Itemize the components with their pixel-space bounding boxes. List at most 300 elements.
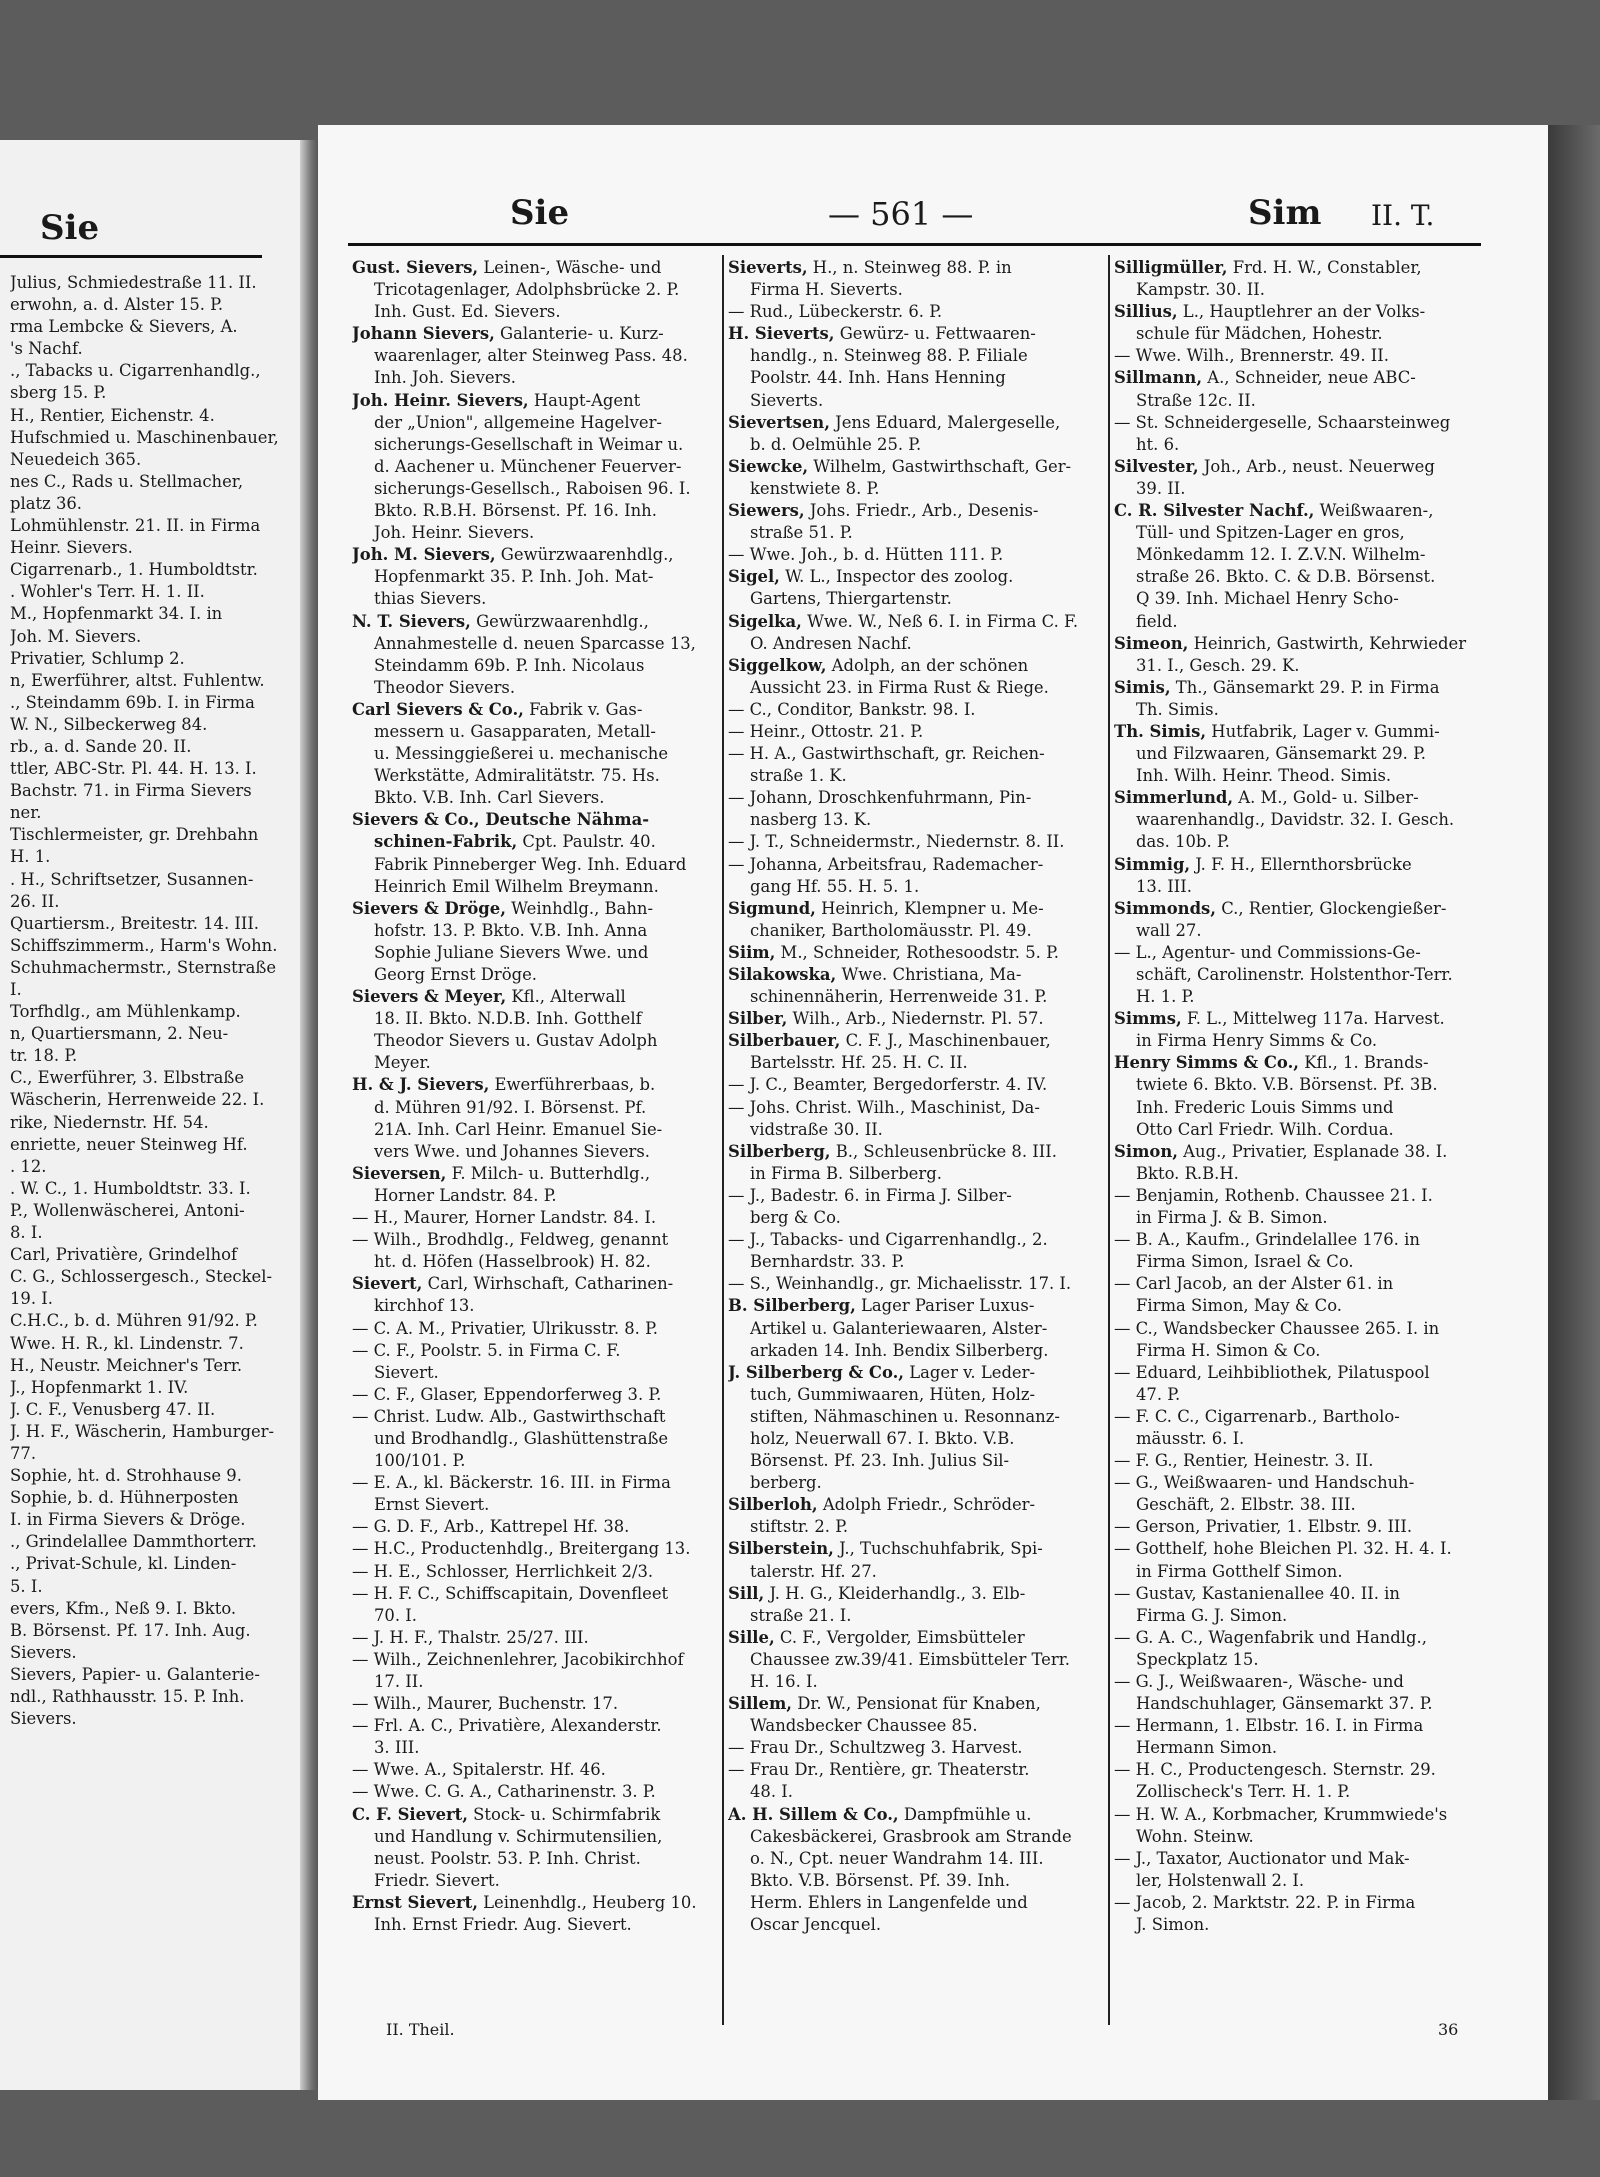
entry-text: field.: [1136, 611, 1178, 631]
directory-line: [728, 964, 1104, 986]
entry-text: chaniker, Bartholomäusstr. Pl. 49.: [750, 920, 1032, 940]
entry-text: — J., Tabacks- und Cigarrenhandlg., 2.: [728, 1230, 1048, 1250]
entry-text: Gewürzwaarenhdlg.,: [470, 611, 649, 631]
entry-text: arkaden 14. Inh. Bendix Silberberg.: [750, 1340, 1049, 1360]
left-page-line: Sievers, Papier- u. Galanterie-: [10, 1664, 260, 1684]
entry-text: — Wwe. C. G. A., Catharinenstr. 3. P.: [352, 1782, 656, 1802]
entry-name: H. Sieverts,: [728, 324, 835, 344]
directory-line: [728, 522, 1104, 544]
entry-text: Otto Carl Friedr. Wilh. Cordua.: [1136, 1119, 1394, 1139]
directory-line: [352, 367, 718, 389]
directory-line: [352, 1251, 718, 1273]
directory-line: [352, 611, 718, 633]
directory-line: [728, 1693, 1104, 1715]
directory-line: [352, 1052, 718, 1074]
entry-text: — Johanna, Arbeitsfrau, Rademacher-: [728, 854, 1044, 874]
directory-line: [352, 1759, 718, 1781]
directory-line: [352, 544, 718, 566]
entry-text: Weinhdlg., Bahn-: [505, 898, 654, 918]
entry-text: Fabrik Pinneberger Weg. Inh. Eduard: [374, 854, 687, 874]
directory-line: [1114, 1362, 1486, 1384]
left-page-line: 's Nachf.: [10, 339, 83, 359]
entry-text: Aug., Privatier, Esplanade 38. I.: [1177, 1141, 1448, 1161]
entry-text: Börsenst. Pf. 23. Inh. Julius Sil-: [750, 1451, 1010, 1471]
directory-line: [1114, 1759, 1486, 1781]
entry-text: Cakesbäckerei, Grasbrook am Strande: [750, 1826, 1072, 1846]
entry-text: d. Mühren 91/92. I. Börsenst. Pf.: [374, 1097, 647, 1117]
directory-line: [352, 920, 718, 942]
left-page-line: J. C. F., Venusberg 47. II.: [10, 1399, 216, 1419]
directory-line: [352, 1826, 718, 1848]
directory-line: [1114, 456, 1486, 478]
entry-text: Sievert.: [374, 1362, 439, 1382]
directory-line: [728, 1185, 1104, 1207]
entry-name: Simon,: [1114, 1141, 1178, 1161]
directory-line: [1114, 1428, 1486, 1450]
directory-line: [1114, 1848, 1486, 1870]
entry-name: Silberloh,: [728, 1495, 818, 1515]
directory-line: [352, 1406, 718, 1428]
entry-name: Sille,: [728, 1627, 775, 1647]
entry-name: Simms,: [1114, 1009, 1182, 1029]
entry-text: Straße 12c. II.: [1136, 390, 1256, 410]
gutter-shadow: [300, 140, 318, 2090]
entry-text: ht. d. Höfen (Hasselbrook) H. 82.: [374, 1252, 651, 1272]
directory-line: [1114, 854, 1486, 876]
directory-line: [1114, 1163, 1486, 1185]
entry-text: — H. C., Productengesch. Sternstr. 29.: [1114, 1760, 1436, 1780]
left-page-line: Joh. M. Sievers.: [10, 626, 142, 646]
entry-text: H., n. Steinweg 88. P. in: [807, 258, 1012, 277]
entry-text: Tricotagenlager, Adolphsbrücke 2. P.: [374, 280, 680, 300]
entry-text: u. Messinggießerei u. mechanische: [374, 744, 669, 764]
entry-text: Oscar Jencquel.: [750, 1915, 882, 1935]
directory-line: [1114, 699, 1486, 721]
entry-text: Ewerführerbaas, b.: [489, 1075, 656, 1095]
entry-text: berberg.: [750, 1473, 822, 1493]
entry-text: Th. Simis.: [1136, 699, 1219, 719]
directory-line: [1114, 566, 1486, 588]
entry-text: Steindamm 69b. P. Inh. Nicolaus: [374, 655, 645, 675]
left-page-line: ttler, ABC-Str. Pl. 44. H. 13. I.: [10, 759, 257, 779]
entry-text: Ernst Sievert.: [374, 1495, 490, 1515]
left-page-line: Carl, Privatière, Grindelhof: [10, 1245, 238, 1265]
entry-name: Th. Simis,: [1114, 721, 1207, 741]
directory-line: [352, 566, 718, 588]
entry-text: — C. A. M., Privatier, Ulrikusstr. 8. P.: [352, 1318, 659, 1338]
entry-text: Gewürz- u. Fettwaaren-: [834, 324, 1036, 344]
entry-text: neust. Poolstr. 53. P. Inh. Christ.: [374, 1848, 641, 1868]
entry-text: thias Sievers.: [374, 589, 487, 609]
entry-text: — Christ. Ludw. Alb., Gastwirthschaft: [352, 1406, 666, 1426]
entry-text: 39. II.: [1136, 478, 1186, 498]
directory-line: [728, 1384, 1104, 1406]
entry-text: Joh. Heinr. Sievers.: [374, 523, 535, 543]
left-page-line: 26. II.: [10, 891, 60, 911]
entry-name: Henry Simms & Co.,: [1114, 1053, 1299, 1073]
directory-line: [728, 1737, 1104, 1759]
directory-line: [1114, 478, 1486, 500]
directory-line: [1114, 500, 1486, 522]
directory-line: [728, 301, 1104, 323]
entry-text: handlg., n. Steinweg 88. P. Filiale: [750, 346, 1028, 366]
entry-name: Simmonds,: [1114, 898, 1216, 918]
entry-text: 31. I., Gesch. 29. K.: [1136, 655, 1300, 675]
directory-line: [1114, 1030, 1486, 1052]
entry-text: A. M., Gold- u. Silber-: [1233, 788, 1419, 808]
directory-line: [352, 1384, 718, 1406]
directory-line: [352, 655, 718, 677]
entry-name: Simmerlund,: [1114, 788, 1234, 808]
entry-text: F. Milch- u. Butterhdlg.,: [446, 1163, 651, 1183]
left-page-line: J., Hopfenmarkt 1. IV.: [10, 1377, 189, 1397]
left-page-line: H. 1.: [10, 847, 51, 867]
directory-line: [352, 1428, 718, 1450]
entry-text: Herm. Ehlers in Langenfelde und: [750, 1892, 1028, 1912]
directory-line: [1114, 920, 1486, 942]
entry-text: — G. A. C., Wagenfabrik und Handlg.,: [1114, 1627, 1427, 1647]
entry-text: Carl, Wirhschaft, Catharinen-: [422, 1274, 674, 1294]
entry-text: straße 26. Bkto. C. & D.B. Börsenst.: [1136, 567, 1436, 587]
directory-line: [352, 633, 718, 655]
entry-text: Lager Pariser Luxus-: [855, 1296, 1035, 1316]
directory-line: [1114, 390, 1486, 412]
directory-line: [1114, 1097, 1486, 1119]
entry-text: Tüll- und Spitzen-Lager en gros,: [1136, 523, 1405, 543]
entry-text: — G., Weißwaaren- und Handschuh-: [1114, 1473, 1415, 1493]
entry-text: Meyer.: [374, 1053, 431, 1073]
entry-text: Wwe. Christiana, Ma-: [836, 965, 1022, 984]
directory-line: [352, 1340, 718, 1362]
entry-text: messern u. Gasapparaten, Metall-: [374, 721, 656, 741]
entry-text: Lager v. Leder-: [904, 1362, 1036, 1382]
entry-text: straße 21. I.: [750, 1605, 852, 1625]
left-page-line: I.: [10, 980, 22, 999]
entry-text: — Frau Dr., Schultzweg 3. Harvest.: [728, 1738, 1023, 1758]
entry-text: und Brodhandlg., Glashüttenstraße: [374, 1428, 669, 1448]
directory-line: [1114, 1671, 1486, 1693]
directory-line: [1114, 1384, 1486, 1406]
header-right-word: Sim: [1248, 193, 1322, 233]
entry-text: 47. P.: [1136, 1384, 1181, 1404]
directory-line: [352, 1561, 718, 1583]
entry-text: Hopfenmarkt 35. P. Inh. Joh. Mat-: [374, 567, 654, 587]
entry-text: schule für Mädchen, Hohestr.: [1136, 324, 1383, 344]
left-page-line: W. N., Silbeckerweg 84.: [10, 714, 208, 734]
directory-line: [352, 876, 718, 898]
entry-name: Joh. M. Sievers,: [352, 545, 496, 565]
left-page-line: Heinr. Sievers.: [10, 538, 133, 558]
directory-line: [352, 1008, 718, 1030]
directory-line: [728, 1781, 1104, 1803]
entry-text: — J. C., Beamter, Bergedorferstr. 4. IV.: [728, 1075, 1048, 1095]
entry-name: Siggelkow,: [728, 655, 827, 675]
entry-name: N. T. Sievers,: [352, 611, 471, 631]
directory-line: [728, 544, 1104, 566]
directory-line: [1114, 1561, 1486, 1583]
entry-text: waarenhandlg., Davidstr. 32. I. Gesch.: [1136, 810, 1455, 830]
directory-line: [1114, 942, 1486, 964]
directory-line: [728, 633, 1104, 655]
entry-text: 13. III.: [1136, 876, 1192, 896]
directory-line: [352, 1605, 718, 1627]
header-left-word: Sie: [510, 193, 570, 233]
entry-text: Kfl., Alterwall: [506, 987, 626, 1007]
entry-text: — Wwe. A., Spitalerstr. Hf. 46.: [352, 1760, 606, 1780]
directory-line: [352, 677, 718, 699]
directory-line: [1114, 1472, 1486, 1494]
directory-line: [1114, 588, 1486, 610]
entry-text: d. Aachener u. Münchener Feuerver-: [374, 456, 682, 476]
directory-line: [728, 898, 1104, 920]
entry-text: Johs. Friedr., Arb., Desenis-: [804, 501, 1039, 521]
entry-text: — H. W. A., Korbmacher, Krummwiede's: [1114, 1804, 1448, 1824]
directory-line: [728, 257, 1104, 279]
directory-line: [352, 1097, 718, 1119]
directory-line: [1114, 1229, 1486, 1251]
entry-name: Silberstein,: [728, 1539, 834, 1559]
entry-text: wall 27.: [1136, 920, 1202, 940]
entry-text: schäft, Carolinenstr. Holstenthor-Terr.: [1136, 965, 1453, 984]
directory-line: [1114, 1295, 1486, 1317]
entry-text: Heinrich Emil Wilhelm Breymann.: [374, 876, 659, 896]
directory-line: [728, 456, 1104, 478]
entry-text: Chaussee zw.39/41. Eimsbütteler Terr.: [750, 1649, 1070, 1669]
left-page-line: Neuedeich 365.: [10, 449, 142, 469]
entry-text: holz, Neuerwall 67. I. Bkto. V.B.: [750, 1428, 1015, 1448]
left-page-line: . W. C., 1. Humboldtstr. 33. I.: [10, 1178, 251, 1198]
entry-text: und Handlung v. Schirmutensilien,: [374, 1826, 663, 1846]
left-page-line: Torfhdlg., am Mühlenkamp.: [10, 1002, 241, 1022]
entry-name: Sigmund,: [728, 898, 816, 918]
entry-name: Joh. Heinr. Sievers,: [352, 390, 529, 410]
directory-line: [352, 1030, 718, 1052]
directory-line: [1114, 787, 1486, 809]
entry-text: Theodor Sievers u. Gustav Adolph: [374, 1031, 658, 1051]
directory-line: [352, 522, 718, 544]
left-page-line: erwohn, a. d. Alster 15. P.: [10, 295, 224, 315]
directory-line: [352, 1074, 718, 1096]
entry-text: Aussicht 23. in Firma Rust & Riege.: [750, 677, 1049, 697]
entry-text: mäusstr. 6. I.: [1136, 1428, 1245, 1448]
entry-text: Inh. Gust. Ed. Sievers.: [374, 302, 561, 322]
left-page-line: 5. I.: [10, 1576, 43, 1596]
entry-text: ht. 6.: [1136, 434, 1180, 454]
directory-line: [728, 434, 1104, 456]
entry-text: Q 39. Inh. Michael Henry Scho-: [1136, 589, 1399, 609]
entry-name: Sigelka,: [728, 611, 802, 631]
directory-line: [352, 1892, 718, 1914]
left-page-line: ., Grindelallee Dammthorterr.: [10, 1532, 257, 1552]
directory-line: [728, 588, 1104, 610]
directory-line: [352, 1914, 718, 1936]
directory-line: [1114, 1892, 1486, 1914]
entry-text: tuch, Gummiwaaren, Hüten, Holz-: [750, 1384, 1036, 1404]
left-page-line: rike, Niedernstr. Hf. 54.: [10, 1112, 209, 1132]
entry-text: — C., Wandsbecker Chaussee 265. I. in: [1114, 1318, 1440, 1338]
entry-text: — Jacob, 2. Marktstr. 22. P. in Firma: [1114, 1892, 1416, 1912]
left-page-line: Schuhmachermstr., Sternstraße: [10, 957, 277, 977]
directory-line: [728, 1030, 1104, 1052]
entry-text: — G. J., Weißwaaren-, Wäsche- und: [1114, 1672, 1404, 1691]
directory-line: [352, 478, 718, 500]
entry-text: Inh. Wilh. Heinr. Theod. Simis.: [1136, 766, 1392, 786]
entry-text: Bkto. V.B. Inh. Carl Sievers.: [374, 788, 605, 808]
directory-line: [1114, 301, 1486, 323]
entry-name: Sievers & Meyer,: [352, 987, 507, 1007]
directory-line: [728, 721, 1104, 743]
directory-line: [728, 1163, 1104, 1185]
entry-text: 3. III.: [374, 1738, 420, 1758]
entry-text: — H. A., Gastwirthschaft, gr. Reichen-: [728, 744, 1045, 764]
entry-text: Hutfabrik, Lager v. Gummi-: [1206, 721, 1440, 741]
left-page-line: ner.: [10, 803, 42, 823]
directory-line: [1114, 1119, 1486, 1141]
entry-text: — B. A., Kaufm., Grindelallee 176. in: [1114, 1230, 1420, 1250]
directory-line: [1114, 743, 1486, 765]
directory-line: [352, 1185, 718, 1207]
directory-line: [728, 1340, 1104, 1362]
entry-text: Gartens, Thiergartenstr.: [750, 589, 952, 609]
entry-text: und Filzwaaren, Gänsemarkt 29. P.: [1136, 744, 1426, 764]
entry-text: Th., Gänsemarkt 29. P. in Firma: [1170, 677, 1440, 697]
entry-text: C., Rentier, Glockengießer-: [1216, 898, 1447, 918]
directory-line: [728, 1472, 1104, 1494]
entry-text: — Gustav, Kastanienallee 40. II. in: [1114, 1583, 1400, 1603]
left-page-line: H., Neustr. Meichner's Terr.: [10, 1355, 243, 1375]
entry-text: H. 1. P.: [1136, 987, 1195, 1007]
entry-text: Inh. Ernst Friedr. Aug. Sievert.: [374, 1915, 632, 1935]
directory-line: [352, 323, 718, 345]
left-page-line: ., Steindamm 69b. I. in Firma: [10, 692, 255, 712]
entry-name: Silberbauer,: [728, 1031, 841, 1051]
entry-text: twiete 6. Bkto. V.B. Börsenst. Pf. 3B.: [1136, 1075, 1438, 1095]
entry-name: Silligmüller,: [1114, 258, 1228, 277]
entry-name: Siim,: [728, 942, 776, 962]
entry-text: — Rud., Lübeckerstr. 6. P.: [728, 302, 943, 322]
left-page-column: [10, 272, 295, 1730]
left-page-line: Julius, Schmiedestraße 11. II.: [10, 273, 257, 292]
entry-text: Poolstr. 44. Inh. Hans Henning: [750, 368, 1006, 388]
entry-text: Dr. W., Pensionat für Knaben,: [792, 1694, 1041, 1714]
entry-text: Wwe. W., Neß 6. I. in Firma C. F.: [801, 611, 1079, 631]
entry-text: Wohn. Steinw.: [1136, 1826, 1254, 1846]
entry-text: o. N., Cpt. neuer Wandrahm 14. III.: [750, 1848, 1044, 1868]
entry-text: A., Schneider, neue ABC-: [1202, 368, 1416, 388]
directory-line: [1114, 964, 1486, 986]
directory-line: [1114, 986, 1486, 1008]
entry-name: Silvester,: [1114, 456, 1199, 476]
entry-text: Horner Landstr. 84. P.: [374, 1185, 557, 1205]
entry-text: Speckplatz 15.: [1136, 1649, 1259, 1669]
directory-line: [352, 898, 718, 920]
entry-name: Ernst Sievert,: [352, 1892, 478, 1912]
left-page-line: P., Wollenwäscherei, Antoni-: [10, 1200, 245, 1220]
entry-name: Sieverts,: [728, 258, 808, 277]
directory-line: [352, 1693, 718, 1715]
entry-text: Galanterie- u. Kurz-: [494, 324, 664, 344]
directory-line: [352, 1494, 718, 1516]
directory-line: [728, 1715, 1104, 1737]
directory-line: [352, 1119, 718, 1141]
directory-line: [1114, 1914, 1486, 1936]
directory-line: [352, 986, 718, 1008]
entry-text: waarenlager, alter Steinweg Pass. 48.: [374, 346, 688, 366]
directory-line: [728, 390, 1104, 412]
directory-line: [352, 1207, 718, 1229]
entry-text: Weißwaaren-,: [1314, 501, 1434, 521]
directory-line: [352, 1362, 718, 1384]
left-page-line: 19. I.: [10, 1289, 53, 1309]
directory-line: [728, 1074, 1104, 1096]
directory-line: [728, 1362, 1104, 1384]
directory-line: [1114, 1583, 1486, 1605]
entry-text: — Wwe. Joh., b. d. Hütten 111. P.: [728, 545, 1004, 565]
left-page-line: Quartiersm., Breitestr. 14. III.: [10, 913, 260, 933]
entry-text: berg & Co.: [750, 1208, 841, 1228]
entry-text: Bkto. R.B.H.: [1136, 1163, 1239, 1183]
entry-name: Siewers,: [728, 501, 805, 521]
directory-line: [1114, 1251, 1486, 1273]
directory-line: [1114, 1185, 1486, 1207]
entry-text: Adolph Friedr., Schröder-: [817, 1495, 1036, 1515]
directory-line: [1114, 876, 1486, 898]
entry-text: Stock- u. Schirmfabrik: [467, 1804, 661, 1824]
entry-text: — St. Schneidergeselle, Schaarsteinweg: [1114, 412, 1451, 432]
entry-text: Frd. H. W., Constabler,: [1227, 258, 1422, 277]
left-page-line: ., Tabacks u. Cigarrenhandlg.,: [10, 361, 261, 381]
left-page-line: C., Ewerführer, 3. Elbstraße: [10, 1068, 245, 1088]
entry-name: Simeon,: [1114, 633, 1189, 653]
entry-text: das. 10b. P.: [1136, 832, 1230, 852]
entry-text: F. L., Mittelweg 117a. Harvest.: [1181, 1009, 1445, 1029]
entry-text: — C., Conditor, Bankstr. 98. I.: [728, 699, 976, 719]
directory-line: [728, 279, 1104, 301]
entry-text: Gewürzwaarenhdlg.,: [495, 545, 674, 565]
directory-line: [1114, 367, 1486, 389]
left-page-line: rma Lembcke & Sievers, A.: [10, 317, 238, 337]
entry-text: J., Tuchschuhfabrik, Spi-: [833, 1539, 1043, 1559]
entry-text: — S., Weinhandlg., gr. Michaelisstr. 17. I.: [728, 1274, 1072, 1294]
directory-line: [1114, 279, 1486, 301]
left-page-line: 8. I.: [10, 1223, 43, 1243]
entry-text: kenstwiete 8. P.: [750, 478, 880, 498]
directory-line: [1114, 611, 1486, 633]
entry-text: 17. II.: [374, 1672, 424, 1691]
entry-name: Sievers & Co., Deutsche Nähma-: [352, 810, 650, 830]
entry-text: — C. F., Poolstr. 5. in Firma C. F.: [352, 1340, 621, 1360]
entry-text: Firma H. Sieverts.: [750, 280, 903, 300]
directory-line: [352, 1781, 718, 1803]
entry-text: sicherungs-Gesellschaft in Weimar u.: [374, 434, 684, 454]
directory-line: [728, 655, 1104, 677]
left-page-line: 77.: [10, 1443, 37, 1463]
entry-text: Wilh., Arb., Niedernstr. Pl. 57.: [787, 1009, 1044, 1029]
directory-line: [728, 1826, 1104, 1848]
entry-text: Adolph, an der schönen: [826, 655, 1029, 675]
left-page-line: Sophie, ht. d. Strohhause 9.: [10, 1466, 242, 1486]
entry-text: H. 16. I.: [750, 1672, 818, 1691]
entry-name: Simis,: [1114, 677, 1171, 697]
entry-name: Sievert,: [352, 1274, 423, 1294]
directory-line: [1114, 1450, 1486, 1472]
entry-text: Werkstätte, Admiralitätstr. 75. Hs.: [374, 766, 660, 786]
directory-line: [352, 1295, 718, 1317]
directory-line: [352, 964, 718, 986]
left-page-line: . 12.: [10, 1156, 47, 1176]
directory-line: [352, 1273, 718, 1295]
directory-line: [1114, 1273, 1486, 1295]
